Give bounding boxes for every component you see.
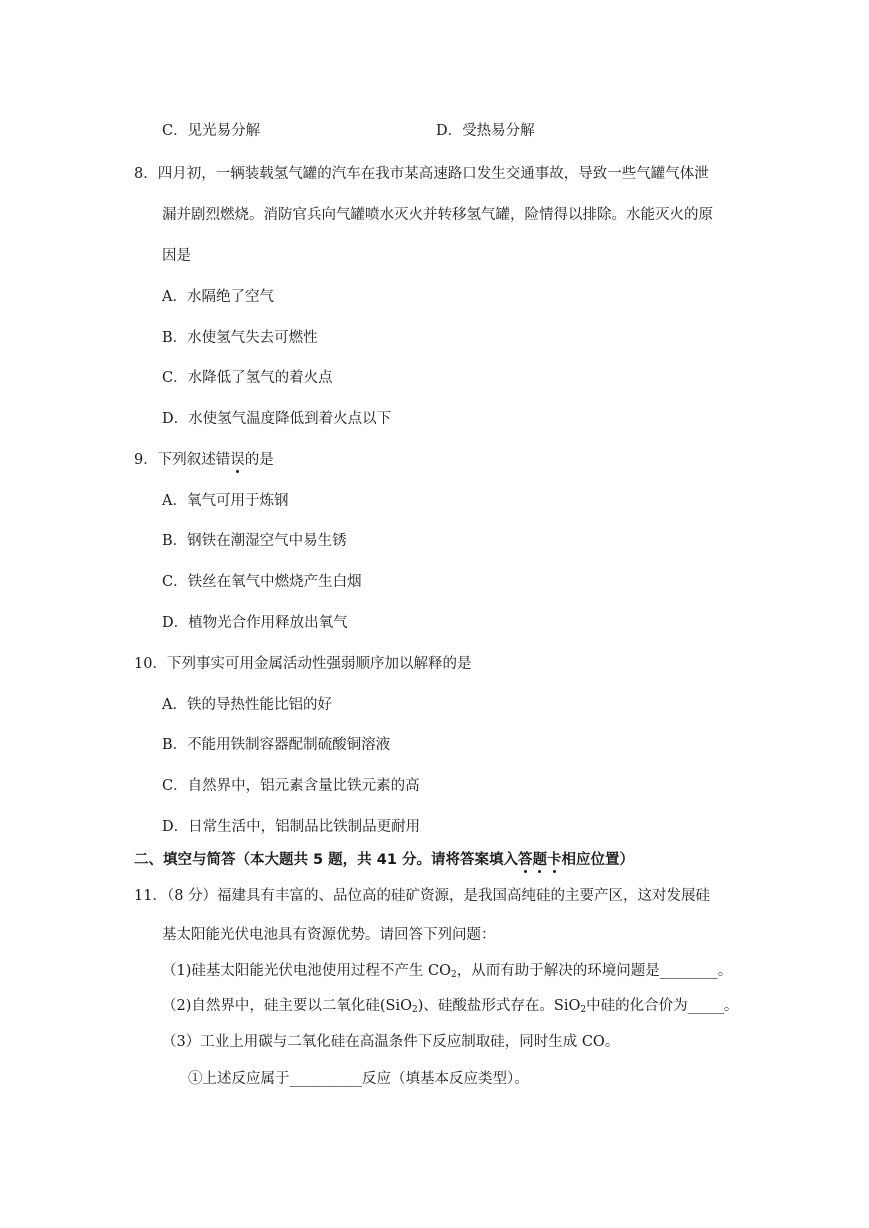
q11-sub2-subscript-1: 2 xyxy=(412,1005,418,1015)
q11-sub1-subscript: 2 xyxy=(450,970,457,980)
q8-stem-line-3: 因是 xyxy=(162,248,191,264)
q11-sub2-blank: 中硅的化合价为_____。 xyxy=(586,998,739,1014)
q11-subquestion-2 xyxy=(162,996,738,1020)
q11-sub2-subscript-2: 2 xyxy=(580,1005,587,1015)
q10-stem: 10．下列事实可用金属活动性强弱顺序加以解释的是 xyxy=(134,656,472,672)
q7-option-c: C．见光易分解 xyxy=(162,123,261,139)
q9-stem-after: 的是 xyxy=(244,452,274,468)
q11-subquestion-1 xyxy=(162,961,732,985)
q9-option-c: C．铁丝在氧气中燃烧产生白烟 xyxy=(162,574,362,590)
q9-option-b: B．钢铁在潮湿空气中易生锈 xyxy=(162,533,347,549)
q8-stem-line-2: 漏并剧烈燃烧。消防官兵向气罐喷水灭火并转移氢气罐，险情得以排除。水能灭火的原 xyxy=(162,207,713,223)
q11-stem-line-1: 11．（8 分）福建具有丰富的、品位高的硅矿资源，是我国高纯硅的主要产区，这对发展硅 xyxy=(134,888,711,904)
q11-stem-line-2: 基太阳能光伏电池具有资源优势。请回答下列问题： xyxy=(162,927,496,943)
q11-subquestion-3-1: ①上述反应属于__________反应（填基本反应类型）。 xyxy=(188,1071,529,1087)
section-heading-emphasis-1: 答 xyxy=(517,852,533,868)
q11-sub1-blank: ，从而有助于解决的环境问题是________。 xyxy=(456,963,733,979)
q8-option-a: A．水隔绝了空气 xyxy=(162,289,274,305)
q8-stem-line-1: 8．四月初，一辆装载氢气罐的汽车在我市某高速路口发生交通事故，导致一些气罐气体泄 xyxy=(134,166,709,182)
q8-option-b: B．水使氢气失去可燃性 xyxy=(162,330,318,346)
q10-option-c: C．自然界中，铝元素含量比铁元素的高 xyxy=(162,778,420,794)
q7-option-d: D．受热易分解 xyxy=(436,123,535,139)
q9-option-d: D．植物光合作用释放出氧气 xyxy=(162,615,348,631)
q10-option-a: A．铁的导热性能比铝的好 xyxy=(162,697,332,713)
q11-sub1-text: （1)硅基太阳能光伏电池使用过程不产生 CO xyxy=(162,963,451,979)
q8-option-d: D．水使氢气温度降低到着火点以下 xyxy=(162,411,392,427)
q11-sub2-text: （2)自然界中，硅主要以二氧化硅(SiO xyxy=(162,998,412,1014)
q8-option-c: C．水降低了氢气的着火点 xyxy=(162,370,333,386)
q10-option-d: D．日常生活中，铝制品比铁制品更耐用 xyxy=(162,819,421,835)
q10-option-b: B．不能用铁制容器配制硫酸铜溶液 xyxy=(162,737,391,753)
q9-stem xyxy=(134,450,274,470)
section-heading-before: 二、填空与简答（本大题共 5 题，共 41 分。请将答案填入 xyxy=(134,852,518,868)
section-heading-emphasis-2: 题 xyxy=(532,852,547,868)
q9-stem-before: 9．下列叙述错 xyxy=(134,452,231,468)
section-2-heading xyxy=(134,850,634,870)
q9-option-a: A．氧气可用于炼钢 xyxy=(162,493,289,509)
section-heading-after: 相应位置） xyxy=(561,852,634,868)
q9-stem-emphasis: 误 xyxy=(230,452,245,468)
section-heading-emphasis-3: 卡 xyxy=(546,852,562,868)
q11-subquestion-3: （3）工业上用碳与二氧化硅在高温条件下反应制取硅，同时生成 CO。 xyxy=(162,1034,620,1050)
q11-sub2-middle: )、硅酸盐形式存在。SiO xyxy=(417,998,581,1014)
